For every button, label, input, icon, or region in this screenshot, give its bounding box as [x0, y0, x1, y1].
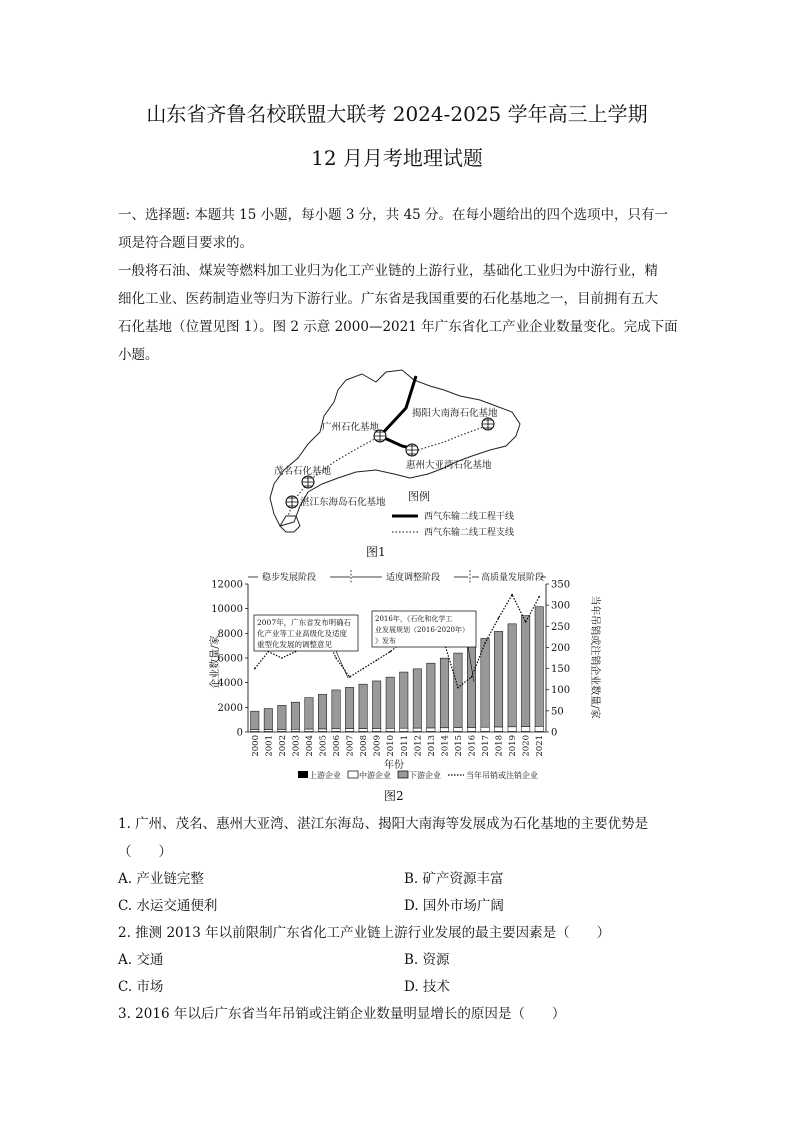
legend-downstream: 下游企业	[409, 771, 441, 780]
point-revoked	[457, 687, 459, 689]
bar-midstream	[264, 730, 272, 732]
y-tick-label-left: 12000	[211, 579, 243, 591]
legend-branch-label: 西气东输二线工程支线	[424, 528, 515, 538]
base-marker-zhanjiang	[286, 496, 298, 508]
bar-midstream	[251, 730, 259, 732]
x-tick-label: 2016	[467, 735, 478, 757]
base-marker-maoming	[302, 476, 314, 488]
bar-midstream	[535, 726, 543, 731]
bar-downstream	[454, 653, 462, 728]
annotation-2007-line3: 重型化发展的调整意见	[257, 640, 332, 649]
bar-downstream	[494, 631, 502, 727]
y-tick-label-left: 2000	[217, 702, 243, 714]
question-3-stem: 3. 2016 年以后广东省当年吊销或注销企业数量明显增长的原因是（ ）	[118, 1006, 566, 1022]
annotation-2007-line2: 化产业等工业高级化及适度	[257, 629, 347, 638]
bar-midstream	[440, 728, 448, 732]
bar-downstream	[305, 698, 313, 729]
x-tick-label: 2007	[345, 735, 356, 757]
y-tick-label-right: 300	[551, 600, 571, 612]
bar-midstream	[372, 728, 380, 731]
bar-midstream	[305, 729, 313, 731]
legend-midstream: 中游企业	[359, 771, 391, 780]
bar-midstream	[332, 729, 340, 732]
bar-midstream	[278, 729, 286, 731]
y-tick-label-right: 0	[551, 727, 558, 739]
bar-midstream	[318, 729, 326, 732]
label-huizhou: 惠州大亚湾石化基地	[406, 460, 492, 471]
legend-title: 图例	[408, 490, 430, 503]
x-tick-label: 2008	[359, 735, 370, 757]
x-tick-label: 2009	[372, 735, 383, 757]
passage-line3: 石化基地（位置见图 1）。图 2 示意 2000—2021 年广东省化工产业企业数量变化。完成下面	[118, 319, 678, 335]
bar-downstream	[264, 709, 272, 730]
bar-downstream	[467, 646, 475, 727]
branch-line	[418, 426, 486, 450]
x-tick-label: 2006	[332, 735, 343, 757]
question-1-option-a[interactable]: A. 产业链完整	[118, 871, 204, 887]
bar-downstream	[345, 687, 353, 728]
x-tick-label: 2013	[426, 735, 437, 757]
x-tick-label: 2019	[508, 735, 519, 757]
x-tick-label: 2011	[399, 735, 410, 757]
bar-midstream	[359, 729, 367, 732]
y-tick-label-left: 8000	[217, 628, 243, 640]
y-tick-label-right: 250	[551, 621, 571, 633]
bar-midstream	[386, 728, 394, 731]
question-1-option-d[interactable]: D. 国外市场广阔	[404, 898, 504, 914]
point-revoked	[484, 642, 486, 644]
question-2-option-d[interactable]: D. 技术	[404, 979, 450, 995]
phase-bar	[248, 570, 546, 584]
base-marker-huizhou	[406, 444, 418, 456]
x-tick-label: 2010	[386, 735, 397, 757]
y-tick-label-right: 200	[551, 642, 571, 654]
x-tick-label: 2014	[440, 735, 451, 757]
legend-trunk-label: 西气东输二线工程干线	[424, 512, 515, 522]
phase-label-1: 稳步发展阶段	[262, 573, 317, 583]
annotation-2016-line3: 》发布	[375, 637, 396, 645]
point-revoked	[281, 657, 283, 659]
bar-downstream	[400, 672, 408, 728]
bar-downstream	[440, 658, 448, 728]
bar-midstream	[427, 728, 435, 732]
y-tick-label-right: 50	[551, 706, 564, 718]
annotation-2007-line1: 2007年，广东省发布明确石	[257, 618, 352, 627]
bar-downstream	[251, 711, 259, 730]
paper-title-line2: 12 月月考地理试题	[311, 146, 483, 170]
question-1-option-b[interactable]: B. 矿产资源丰富	[404, 871, 504, 887]
y-tick-label-left: 6000	[217, 653, 243, 665]
annotation-2007	[254, 615, 358, 678]
question-2-option-a[interactable]: A. 交通	[118, 952, 164, 968]
question-2-option-c[interactable]: C. 市场	[118, 979, 164, 995]
figure1-map	[258, 366, 538, 560]
bar-midstream	[291, 729, 299, 731]
x-tick-label: 2018	[494, 735, 505, 757]
point-revoked	[471, 676, 473, 678]
x-tick-label: 2002	[277, 735, 288, 757]
question-1-option-c[interactable]: C. 水运交通便利	[118, 898, 218, 914]
bar-downstream	[372, 681, 380, 728]
bar-midstream	[508, 727, 516, 732]
question-2-stem: 2. 推测 2013 年以前限制广东省化工产业链上游行业发展的最主要因素是（ ）	[118, 925, 611, 941]
label-zhanjiang: 湛江东海岛石化基地	[300, 497, 386, 508]
y-tick-label-right: 350	[551, 579, 571, 591]
figure1-caption: 图1	[366, 545, 386, 559]
passage-line4: 小题。	[118, 347, 159, 363]
figure2-chart	[196, 562, 602, 806]
label-guangzhou: 广州石化基地	[322, 422, 380, 433]
point-revoked	[511, 594, 513, 596]
x-tick-label: 2005	[318, 735, 329, 757]
base-marker-jieyang	[482, 418, 494, 430]
x-tick-label: 2017	[481, 735, 492, 757]
point-revoked	[254, 668, 256, 670]
point-revoked	[498, 617, 500, 619]
bar-midstream	[467, 727, 475, 731]
point-revoked	[335, 657, 337, 659]
y-tick-label-left: 10000	[211, 604, 243, 616]
annotation-2016-line2: 业发展规划（2016-2020年）	[375, 626, 469, 634]
legend-revoked: 当年吊销或注销企业	[466, 771, 538, 780]
x-tick-label: 2021	[535, 735, 546, 757]
peninsula-outline	[280, 516, 300, 532]
question-1-paren: （ ）	[118, 844, 172, 860]
y-tick-label-left: 0	[236, 727, 243, 739]
x-tick-label: 2004	[304, 735, 315, 757]
legend-upstream: 上游企业	[309, 771, 341, 780]
question-1-stem: 1. 广州、茂名、惠州大亚湾、湛江东海岛、揭阳大南海等发展成为石化基地的主要优势是	[118, 816, 649, 832]
bar-downstream	[332, 690, 340, 729]
point-revoked	[389, 651, 391, 653]
bar-downstream	[359, 684, 367, 728]
x-tick-label: 2015	[453, 735, 464, 757]
paper-title-line1: 山东省齐鲁名校联盟大联考 2024-2025 学年高三上学期	[146, 102, 648, 126]
bar-downstream	[291, 702, 299, 729]
phase-label-3: 高质量发展阶段	[481, 573, 545, 583]
y-tick-label-right: 100	[551, 685, 571, 697]
label-maoming: 茂名石化基地	[274, 466, 332, 477]
bar-midstream	[481, 727, 489, 731]
point-revoked	[349, 676, 351, 678]
label-jieyang: 揭阳大南海石化基地	[412, 408, 498, 419]
y-tick-label-left: 4000	[217, 678, 243, 690]
bar-downstream	[427, 663, 435, 728]
x-tick-label: 2001	[264, 735, 275, 757]
bar-downstream	[318, 694, 326, 729]
point-revoked	[538, 596, 540, 598]
passage-line1: 一般将石油、煤炭等燃料加工业归为化工产业链的上游行业，基础化工业归为中游行业，精	[118, 263, 658, 279]
bar-downstream	[521, 616, 529, 727]
bar-midstream	[494, 727, 502, 732]
x-tick-label: 2003	[291, 735, 302, 757]
bar-downstream	[508, 624, 516, 727]
question-2-option-b[interactable]: B. 资源	[404, 952, 450, 968]
x-tick-label: 2000	[250, 735, 261, 757]
bar-midstream	[454, 728, 462, 732]
section-intro-line1: 一、选择题: 本题共 15 小题，每小题 3 分，共 45 分。在每小题给出的四个选项中，只有一	[118, 207, 669, 223]
y-axis-left-title: 企业数量/家	[210, 635, 221, 689]
bar-midstream	[345, 729, 353, 732]
annotation-2016-line1: 2016年，《石化和化学工	[375, 615, 453, 623]
passage-line2: 细化工业、医药制造业等归为下游行业。广东省是我国重要的石化基地之一，目前拥有五大	[118, 291, 658, 307]
figure2-caption: 图2	[384, 789, 404, 803]
phase-label-2: 适度调整阶段	[386, 573, 441, 583]
bar-downstream	[413, 669, 421, 728]
x-tick-label: 2020	[521, 735, 532, 757]
y-tick-label-right: 150	[551, 664, 571, 676]
y-axis-right-title: 当年吊销或注销企业数量/家	[589, 595, 600, 719]
bar-midstream	[400, 728, 408, 731]
bar-downstream	[386, 677, 394, 728]
point-revoked	[376, 659, 378, 661]
point-revoked	[362, 668, 364, 670]
chart-legend	[298, 770, 538, 780]
bar-downstream	[278, 705, 286, 729]
x-tick-label: 2012	[413, 735, 424, 757]
x-axis-title: 年份	[384, 760, 404, 771]
bar-midstream	[521, 727, 529, 732]
section-intro-line2: 项是符合题目要求的。	[118, 235, 253, 251]
bar-midstream	[413, 728, 421, 731]
bar-downstream	[535, 607, 543, 727]
point-revoked	[525, 621, 527, 623]
